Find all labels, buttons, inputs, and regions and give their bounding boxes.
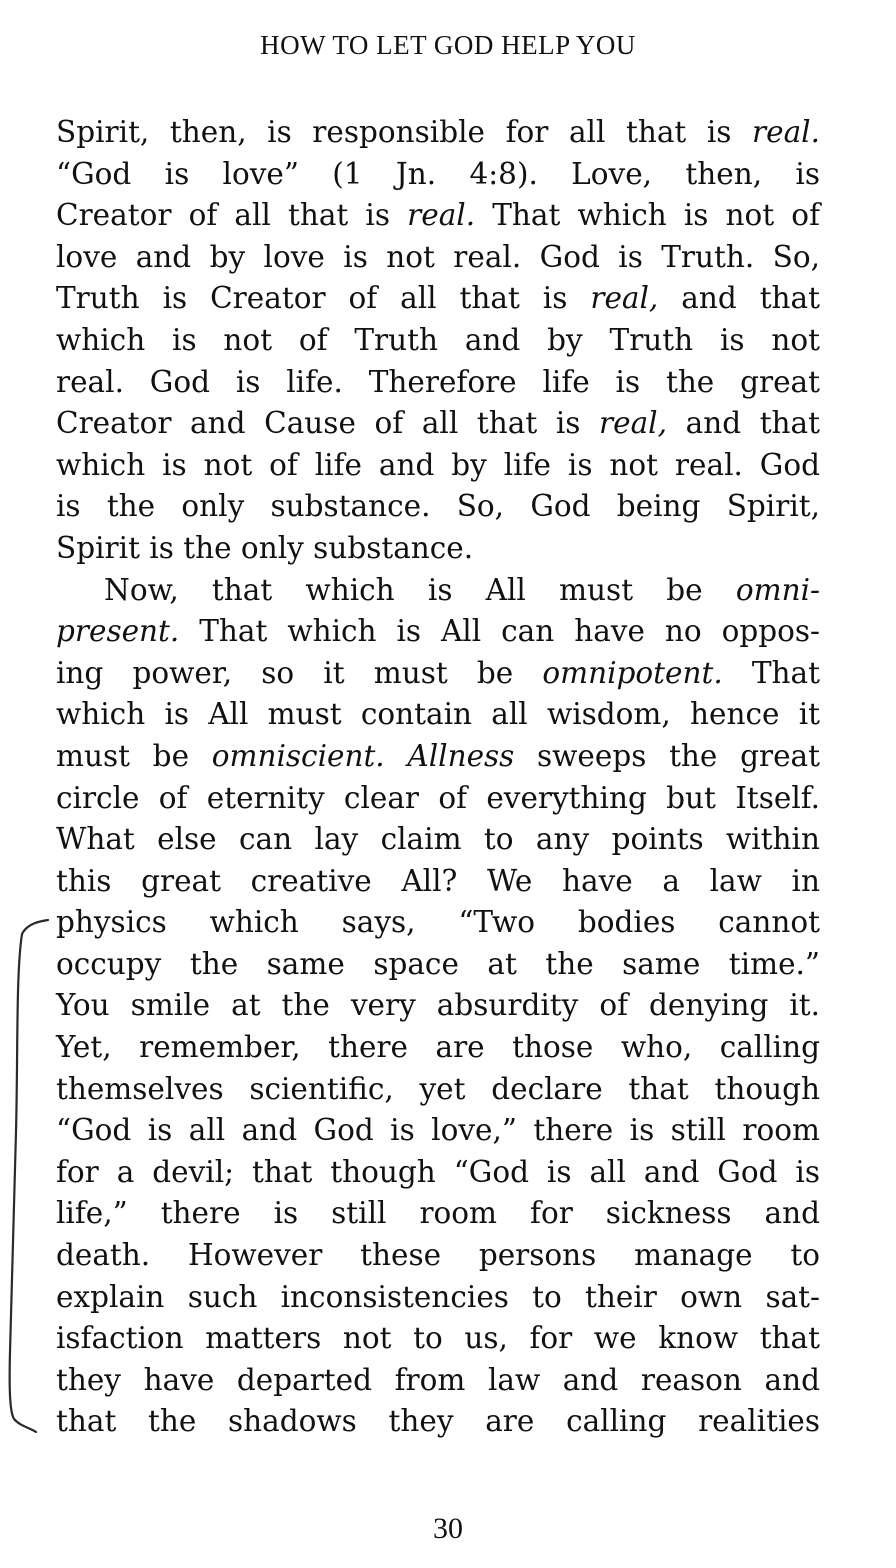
text-segment: must be — [56, 738, 212, 773]
text-line — [56, 1152, 820, 1194]
text-segment: and that — [666, 406, 820, 441]
italic-phrase: real, — [590, 281, 659, 316]
text-line — [56, 902, 820, 944]
text-segment: ing power, so it must be — [56, 655, 543, 690]
text-line — [56, 570, 820, 612]
text-line — [56, 1069, 820, 1111]
text-line — [56, 1193, 820, 1235]
italic-phrase: omnipotent. — [542, 655, 723, 690]
text-line — [56, 1027, 820, 1069]
text-line — [56, 154, 820, 196]
text-line — [56, 195, 820, 237]
text-segment: that the shadows they are calling realities — [56, 1404, 820, 1439]
text-segment: which is not of life and by life is not real. God — [56, 447, 820, 482]
text-line — [56, 362, 820, 404]
italic-phrase: real. — [407, 198, 476, 233]
text-line — [56, 861, 820, 903]
text-segment: Spirit is the only substance. — [56, 530, 474, 565]
text-segment: explain such inconsistencies to their own sat- — [56, 1279, 820, 1314]
italic-phrase: present. — [56, 614, 180, 649]
text-line — [56, 320, 820, 362]
italic-phrase: omni- — [735, 572, 820, 607]
margin-bracket-icon — [4, 912, 54, 1437]
text-line — [56, 819, 820, 861]
body-text — [56, 112, 820, 1443]
italic-phrase: real, — [599, 406, 667, 441]
text-segment: Yet, remember, there are those who, calling — [56, 1030, 820, 1065]
text-line — [56, 403, 820, 445]
paragraph — [56, 112, 820, 570]
text-line — [56, 445, 820, 487]
text-segment: occupy the same space at the same time.” — [56, 946, 820, 981]
text-segment: That which is not of — [475, 198, 820, 233]
italic-phrase: real. — [752, 115, 820, 149]
text-segment: they have departed from law and reason and — [56, 1362, 820, 1397]
text-line — [56, 694, 820, 736]
text-segment: “God is all and God is love,” there is still room — [56, 1113, 820, 1148]
text-segment: Truth is Creator of all that is — [56, 281, 591, 316]
text-line — [56, 778, 820, 820]
text-line — [56, 944, 820, 986]
text-line — [56, 1318, 820, 1360]
text-line — [56, 278, 820, 320]
text-line — [56, 1360, 820, 1402]
text-segment: physics which says, “Two bodies cannot — [56, 905, 820, 940]
text-line — [56, 736, 820, 778]
text-line — [56, 528, 820, 570]
text-segment: isfaction matters not to us, for we know that — [56, 1321, 820, 1356]
text-line — [56, 1401, 820, 1443]
text-line — [56, 653, 820, 695]
text-segment: this great creative All? We have a law in — [56, 863, 820, 898]
text-segment: life,” there is still room for sickness and — [56, 1196, 820, 1231]
text-segment: Creator of all that is — [56, 198, 408, 233]
text-segment: which is not of Truth and by Truth is not — [56, 322, 820, 357]
text-segment: and that — [658, 281, 820, 316]
text-line — [56, 611, 820, 653]
text-segment: themselves scientific, yet declare that though — [56, 1071, 820, 1106]
text-segment: which is All must contain all wisdom, hence it — [56, 697, 820, 732]
text-segment: real. God is life. Therefore life is the great — [56, 364, 820, 399]
running-header-title: HOW TO LET GOD HELP YOU — [260, 30, 636, 60]
page-number: 30 — [433, 1512, 463, 1545]
text-segment: sweeps the great — [514, 738, 820, 773]
text-segment: “God is love” (1 Jn. 4:8). Love, then, is — [56, 156, 820, 191]
text-line — [56, 486, 820, 528]
text-segment: for a devil; that though “God is all and God is — [56, 1154, 820, 1189]
text-line — [56, 237, 820, 279]
text-segment: You smile at the very absurdity of denying it. — [56, 988, 820, 1023]
text-line — [56, 985, 820, 1027]
text-segment: Spirit, then, is responsible for all that is — [56, 115, 753, 149]
text-segment: is the only substance. So, God being Spirit, — [56, 489, 820, 524]
text-segment: Creator and Cause of all that is — [56, 406, 600, 441]
text-segment: Now, that which is All must be — [104, 572, 736, 607]
text-segment: That — [722, 655, 820, 690]
text-line — [56, 1235, 820, 1277]
text-segment: That which is All can have no oppos- — [179, 614, 820, 649]
text-segment: death. However these persons manage to — [56, 1238, 820, 1273]
text-segment: love and by love is not real. God is Truth. So, — [56, 239, 820, 274]
text-segment: What else can lay claim to any points within — [56, 822, 820, 857]
text-line — [56, 112, 820, 154]
text-line — [56, 1110, 820, 1152]
paragraph — [56, 570, 820, 1443]
italic-phrase: omniscient. Allness — [211, 738, 515, 773]
text-line — [56, 1277, 820, 1319]
text-segment: circle of eternity clear of everything but Itself. — [56, 780, 820, 815]
